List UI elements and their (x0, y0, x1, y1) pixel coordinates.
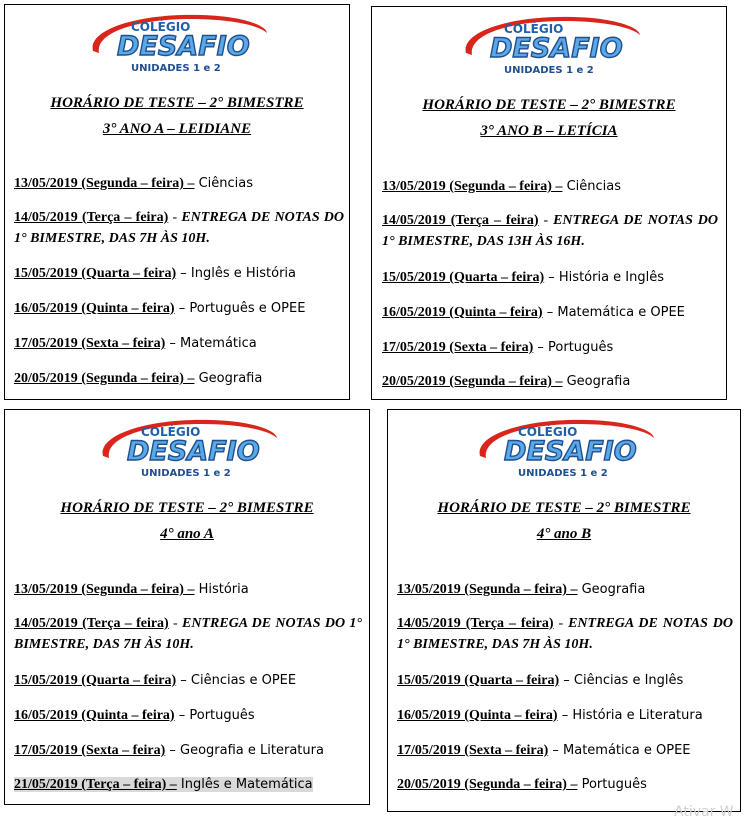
row-date: 14/05/2019 (Terça – feira) (14, 616, 169, 631)
row-subject: – História e Inglês (544, 270, 665, 285)
row-date: 20/05/2019 (Segunda – feira) – (14, 371, 195, 386)
row-subject: Ciências (194, 176, 254, 191)
row-date: 17/05/2019 (Sexta – feira) (382, 340, 534, 355)
row-date: 16/05/2019 (Quinta – feira) (14, 708, 175, 723)
logo-top-text: COLÉGIO (518, 425, 578, 439)
logo-main-text: DESAFIO (504, 436, 637, 467)
row-dash: - (538, 213, 554, 228)
row-subject: – Português (174, 708, 255, 723)
row-date: 13/05/2019 (Segunda – feira) – (397, 582, 578, 597)
logo-bottom-text: UNIDADES 1 e 2 (504, 65, 594, 76)
colegio-desafio-logo (91, 416, 281, 480)
row-subject: Geografia (577, 582, 646, 597)
logo-main-text: DESAFIO (127, 436, 260, 467)
row-date: 13/05/2019 (Segunda – feira) – (382, 179, 563, 194)
row-date: 14/05/2019 (Terça – feira) (397, 616, 554, 631)
row-date: 16/05/2019 (Quinta – feira) (382, 305, 543, 320)
row-date: 17/05/2019 (Sexta – feira) (14, 336, 166, 351)
schedule-row (14, 740, 362, 761)
row-subject: – História e Literatura (557, 708, 703, 723)
schedule-row (382, 267, 718, 288)
row-subject: Ciências (562, 179, 622, 194)
row-note: ENTREGA DE NOTAS DO 1° BIMESTRE, DAS 7H ÀS 10H. (397, 616, 733, 652)
card-title: HORÁRIO DE TESTE – 2° BIMESTRE (50, 95, 304, 111)
logo-top-text: COLÉGIO (131, 20, 191, 34)
schedule-card-4a (4, 409, 370, 805)
row-subject: Geografia (194, 371, 263, 386)
schedule-row (382, 337, 718, 358)
row-subject: – Geografia e Literatura (165, 743, 324, 758)
row-subject: – Ciências e OPEE (176, 673, 297, 688)
row-date: 16/05/2019 (Quinta – feira) (14, 301, 175, 316)
row-dash: - (553, 616, 569, 631)
row-subject: Geografia (562, 374, 631, 389)
row-subject: Inglês e Matemática (176, 777, 313, 792)
card-title: HORÁRIO DE TESTE – 2° BIMESTRE (60, 500, 314, 516)
schedule-row-highlighted (14, 774, 362, 795)
schedule-card-4b (387, 409, 741, 812)
row-date: 13/05/2019 (Segunda – feira) – (14, 582, 195, 597)
schedule-row (14, 263, 344, 284)
row-date: 17/05/2019 (Sexta – feira) (397, 743, 549, 758)
row-note: ENTREGA DE NOTAS DO 1° BIMESTRE, DAS 13H ÀS 16H. (382, 213, 718, 249)
schedule-row-notice (382, 210, 718, 252)
card-title: HORÁRIO DE TESTE – 2° BIMESTRE (437, 500, 691, 516)
row-note: ENTREGA DE NOTAS DO 1° BIMESTRE, DAS 7H ÀS 10H. (14, 210, 344, 246)
colegio-desafio-logo (468, 416, 658, 480)
schedule-row-notice (397, 613, 733, 655)
logo-bottom-text: UNIDADES 1 e 2 (131, 63, 221, 74)
row-date: 21/05/2019 (Terça – feira) – (14, 777, 177, 792)
row-dash: - (168, 616, 183, 631)
card-title: HORÁRIO DE TESTE – 2° BIMESTRE (422, 97, 676, 113)
row-date: 14/05/2019 (Terça – feira) (382, 213, 539, 228)
row-date: 15/05/2019 (Quarta – feira) (14, 673, 177, 688)
schedule-row-notice (14, 207, 344, 249)
logo-top-text: COLÉGIO (504, 22, 564, 36)
schedule-row (397, 705, 733, 726)
row-date: 16/05/2019 (Quinta – feira) (397, 708, 558, 723)
schedule-row (14, 333, 344, 354)
schedule-row (382, 371, 718, 392)
row-date: 20/05/2019 (Segunda – feira) – (397, 777, 578, 792)
schedule-row (397, 740, 733, 761)
row-date: 15/05/2019 (Quarta – feira) (382, 270, 545, 285)
row-subject: – Português e OPEE (174, 301, 306, 316)
schedule-card-3a (4, 4, 350, 400)
logo-bottom-text: UNIDADES 1 e 2 (141, 468, 231, 479)
schedule-row (397, 670, 733, 691)
logo-main-text: DESAFIO (117, 31, 250, 62)
row-subject: – Matemática (165, 336, 257, 351)
schedule-row (382, 302, 718, 323)
logo-bottom-text: UNIDADES 1 e 2 (518, 468, 608, 479)
row-date: 20/05/2019 (Segunda – feira) – (382, 374, 563, 389)
card-subtitle: 3° ANO B – LETÍCIA (480, 123, 618, 139)
row-subject: – Português (533, 340, 614, 355)
row-date: 15/05/2019 (Quarta – feira) (14, 266, 177, 281)
schedule-row (14, 579, 362, 600)
row-note: ENTREGA DE NOTAS DO 1° BIMESTRE, DAS 7H ÀS 10H. (14, 616, 363, 652)
row-subject: – Matemática e OPEE (542, 305, 685, 320)
schedule-row (14, 173, 344, 194)
schedule-row (382, 176, 718, 197)
row-subject: – Matemática e OPEE (548, 743, 691, 758)
row-subject: – Ciências e Inglês (559, 673, 684, 688)
schedule-row-notice (14, 613, 362, 655)
logo-top-text: COLÉGIO (141, 425, 201, 439)
colegio-desafio-logo (454, 13, 644, 77)
row-date: 17/05/2019 (Sexta – feira) (14, 743, 166, 758)
schedule-card-3b (371, 6, 727, 400)
row-date: 13/05/2019 (Segunda – feira) – (14, 176, 195, 191)
colegio-desafio-logo (81, 11, 271, 75)
row-dash: - (168, 210, 182, 225)
row-date: 15/05/2019 (Quarta – feira) (397, 673, 560, 688)
schedule-row (397, 579, 733, 600)
row-subject: História (194, 582, 249, 597)
schedule-row (14, 298, 344, 319)
row-date: 14/05/2019 (Terça – feira) (14, 210, 169, 225)
card-subtitle: 4° ano B (536, 526, 592, 542)
row-subject: – Inglês e História (176, 266, 297, 281)
card-subtitle: 4° ano A (160, 526, 214, 542)
logo-main-text: DESAFIO (490, 33, 623, 64)
activation-watermark: Ativar W (674, 804, 734, 820)
row-subject: Português (577, 777, 647, 792)
card-subtitle: 3° ANO A – LEIDIANE (102, 121, 252, 137)
schedule-row (397, 774, 733, 795)
schedule-row (14, 705, 362, 726)
schedule-row (14, 368, 344, 389)
schedule-row (14, 670, 362, 691)
